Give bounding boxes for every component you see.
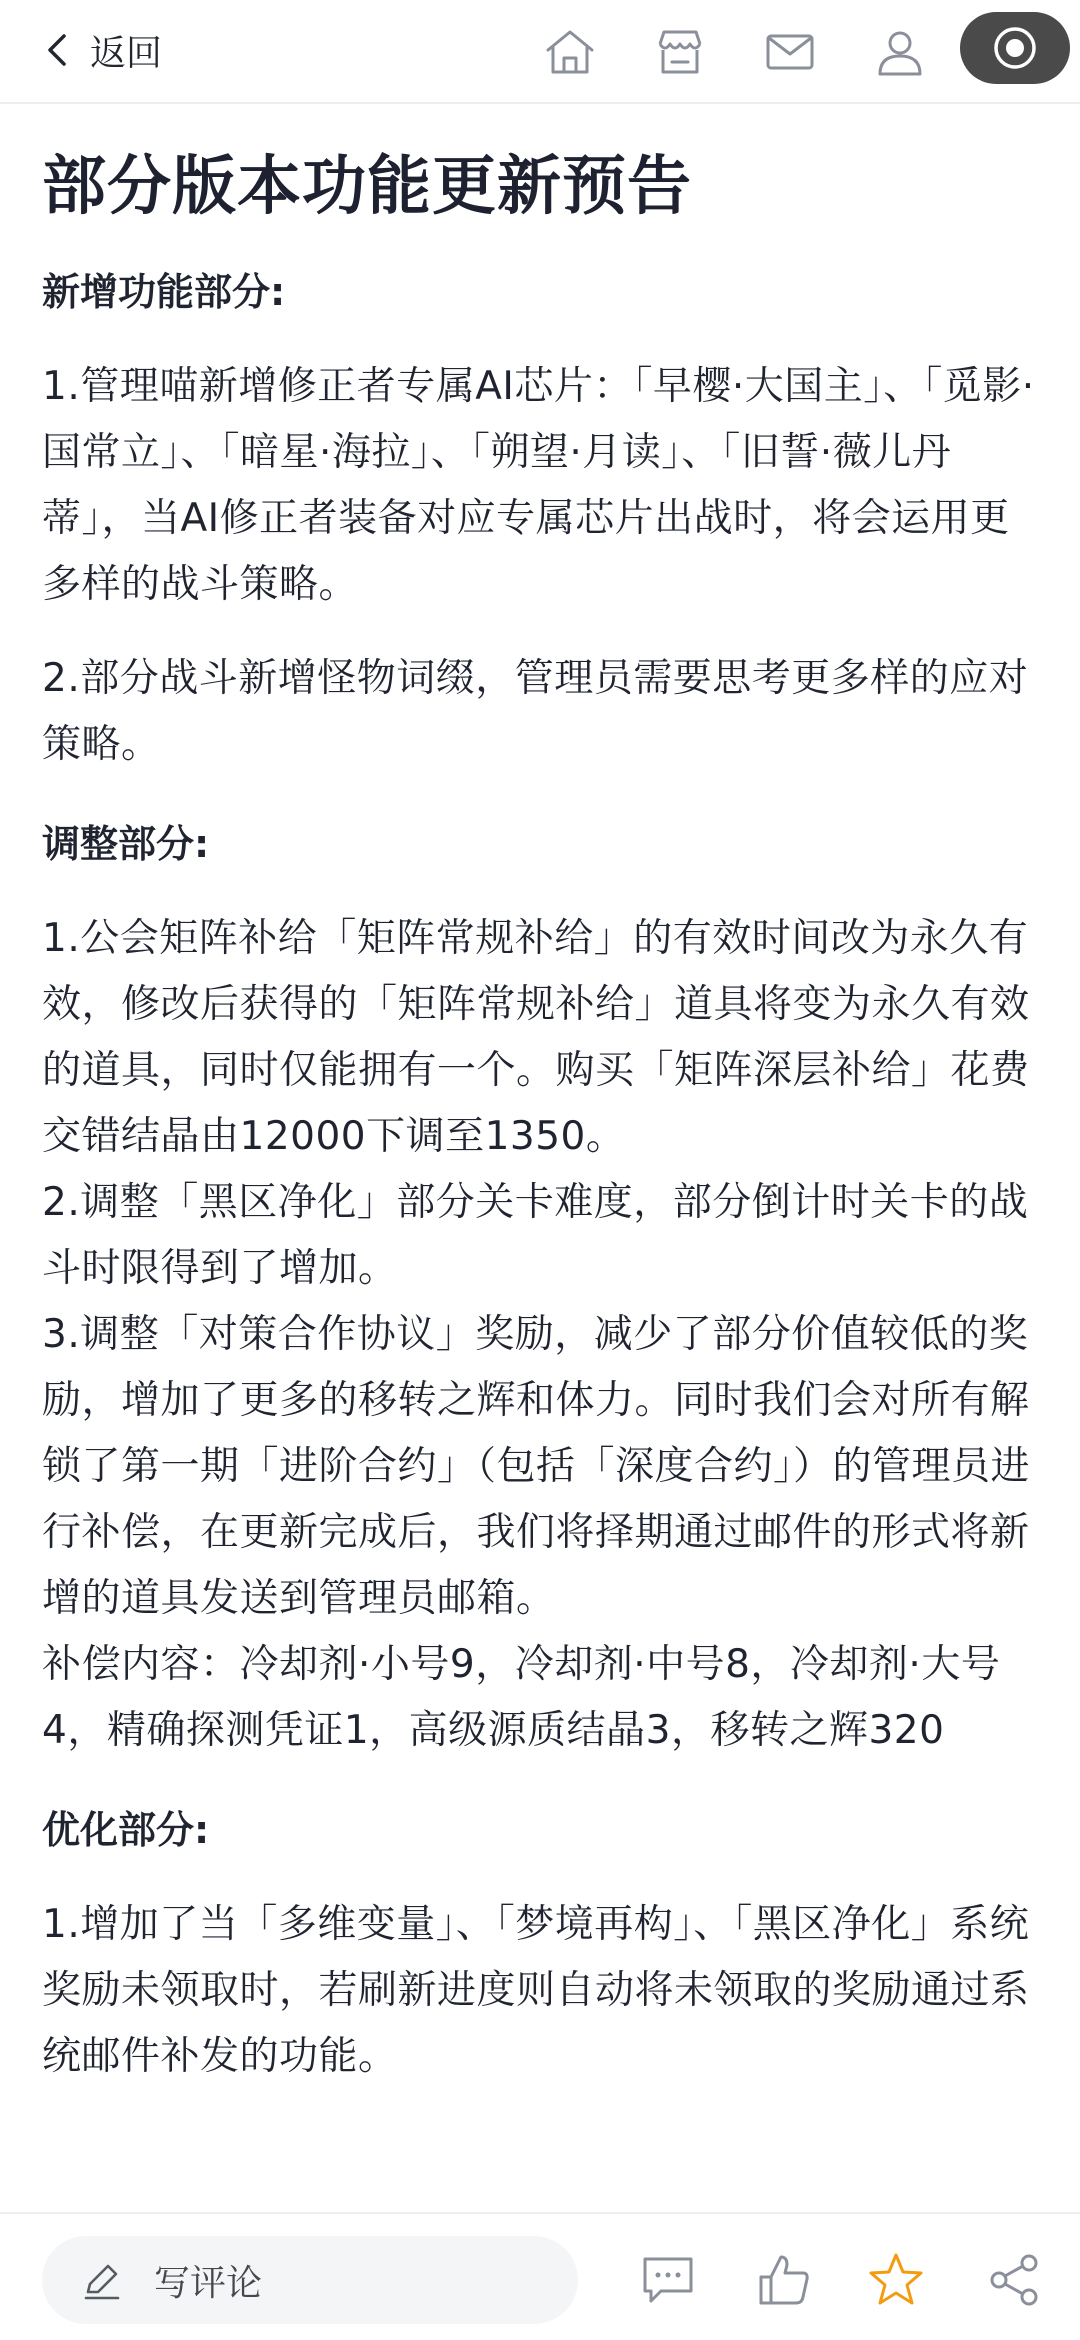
home-button[interactable]: [538, 20, 602, 84]
mail-icon: [762, 24, 818, 80]
back-label: 返回: [90, 32, 163, 74]
paragraph: 3.调整「对策合作协议」奖励，减少了部分价值较低的奖励，增加了更多的移转之辉和体力。同时我们会对所有解锁了第一期「进阶合约」（包括「深度合约」）的管理员进行补偿，在更新完成后，我们将择期通过邮件的形式将新增的道具发送到管理员邮箱。: [42, 1312, 1031, 1621]
edit-icon: [80, 2258, 124, 2302]
share-button[interactable]: [982, 2248, 1046, 2312]
section-heading-new-features: 新增功能部分:: [42, 270, 286, 314]
comments-button[interactable]: [636, 2248, 700, 2312]
section-heading-adjustments: 调整部分:: [42, 822, 210, 866]
top-navigation-bar: [0, 0, 1080, 104]
profile-button[interactable]: [868, 20, 932, 84]
article-content: [0, 104, 1080, 2212]
store-button[interactable]: [648, 20, 712, 84]
bottom-action-bar: [0, 2212, 1080, 2340]
comments-icon: [639, 2251, 697, 2309]
home-icon: [542, 24, 598, 80]
paragraph: 1.管理喵新增修正者专属AI芯片：「早樱·大国主」、「觅影·国常立」、「暗星·海拉」、「朔望·月读」、「旧誓·薇儿丹蒂」，当AI修正者装备对应专属芯片出战时，将会运用更多样的战斗策略。: [42, 364, 1035, 607]
like-icon: [755, 2251, 813, 2309]
record-icon: [990, 23, 1040, 73]
write-comment-input[interactable]: [42, 2236, 578, 2324]
profile-icon: [872, 24, 928, 80]
paragraph: 1.公会矩阵补给「矩阵常规补给」的有效时间改为永久有效，修改后获得的「矩阵常规补给」道具将变为永久有效的道具，同时仅能拥有一个。购买「矩阵深层补给」花费交错结晶由12000下调至1350。: [42, 916, 1030, 1159]
article-title: 部分版本功能更新预告: [42, 150, 692, 224]
share-icon: [985, 2251, 1043, 2309]
record-button[interactable]: [960, 12, 1070, 84]
favorite-button[interactable]: [864, 2248, 928, 2312]
mail-button[interactable]: [758, 20, 822, 84]
like-button[interactable]: [752, 2248, 816, 2312]
paragraph: 2.部分战斗新增怪物词缀，管理员需要思考更多样的应对策略。: [42, 656, 1029, 767]
chevron-left-icon: [40, 28, 74, 72]
favorite-star-icon: [867, 2251, 925, 2309]
back-button[interactable]: [40, 20, 162, 80]
store-icon: [652, 24, 708, 80]
paragraph: 1.增加了当「多维变量」、「梦境再构」、「黑区净化」系统奖励未领取时，若刷新进度则自动将未领取的奖励通过系统邮件补发的功能。: [42, 1902, 1030, 2079]
paragraph: 2.调整「黑区净化」部分关卡难度，部分倒计时关卡的战斗时限得到了增加。: [42, 1180, 1029, 1291]
write-comment-placeholder: 写评论: [154, 2262, 263, 2304]
section-heading-optimizations: 优化部分:: [42, 1808, 210, 1852]
paragraph: 补偿内容：冷却剂·小号9，冷却剂·中号8，冷却剂·大号4，精确探测凭证1，高级源质结晶3，移转之辉320: [42, 1642, 1001, 1753]
